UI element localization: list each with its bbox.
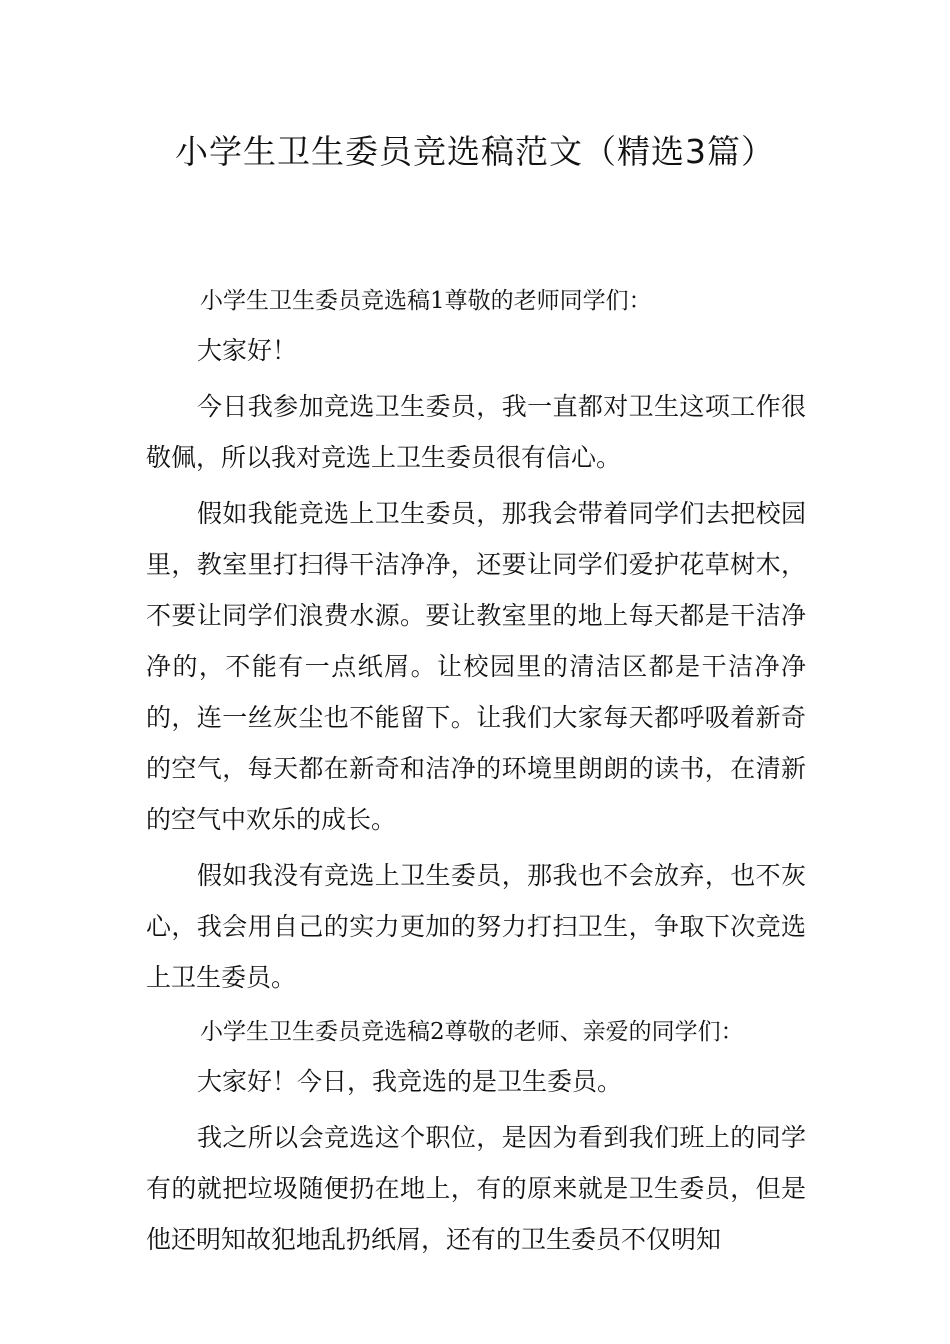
paragraph: 假如我能竞选上卫生委员，那我会带着同学们去把校园里，教室里打扫得干洁净净，还要让同学们爱护花草树木，不要让同学们浪费水源。要让教室里的地上每天都是干洁净净的，不能有一点纸屑。让校园里的清洁区都是干洁净净的，连一丝灰尘也不能留下。让我们大家每天都呼吸着新奇的空气，每天都在新奇和洁净的环境里朗朗的读书，在清新的空气中欢乐的成长。 [146, 499, 806, 834]
document-title: 小学生卫生委员竞选稿范文（精选3篇） [175, 132, 775, 171]
paragraph: 今日我参加竞选卫生委员，我一直都对卫生这项工作很敬佩，所以我对竞选上卫生委员很有信心。 [146, 392, 806, 472]
paragraph: 大家好！ [197, 336, 298, 365]
paragraph-heading-2: 小学生卫生委员竞选稿2尊敬的老师、亲爱的同学们： [200, 1019, 744, 1045]
document-body [146, 277, 806, 1265]
paragraph: 假如我没有竞选上卫生委员，那我也不会放弃，也不灰心，我会用自己的实力更加的努力打扫卫生，争取下次竞选上卫生委员。 [146, 861, 806, 992]
paragraph-heading-1: 小学生卫生委员竞选稿1尊敬的老师同学们： [200, 288, 652, 314]
paragraph: 大家好！今日，我竞选的是卫生委员。 [197, 1067, 623, 1096]
paragraph: 我之所以会竞选这个职位，是因为看到我们班上的同学有的就把垃圾随便扔在地上，有的原来就是卫生委员，但是他还明知故犯地乱扔纸屑，还有的卫生委员不仅明知 [146, 1123, 806, 1254]
